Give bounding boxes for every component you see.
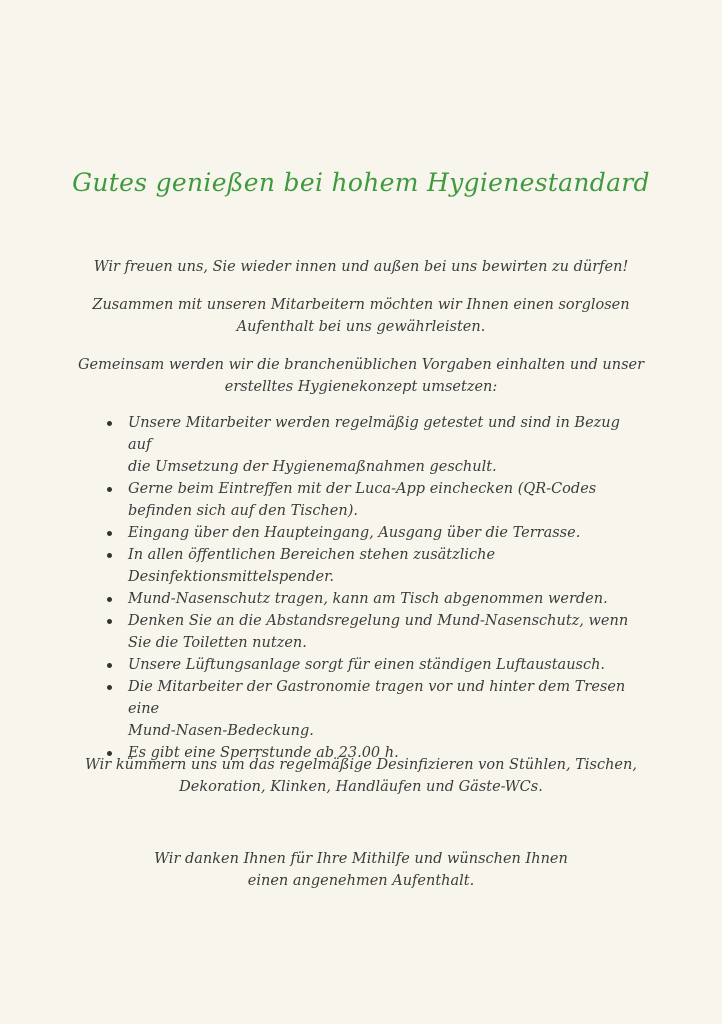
- bullet-icon: [107, 619, 112, 624]
- hygiene-measures-list: [106, 412, 646, 764]
- list-item: [106, 588, 646, 610]
- intro-text: Wir freuen uns, Sie wieder innen und außen bei uns bewirten zu dürfen!: [93, 259, 629, 275]
- list-item-line-1: Eingang über den Haupteingang, Ausgang über die Terrasse.: [128, 525, 581, 541]
- list-item-line-1: Die Mitarbeiter der Gastronomie tragen vor und hinter dem Tresen eine: [128, 679, 626, 717]
- list-item-line-1: Es gibt eine Sperrstunde ab 23.00 h.: [128, 745, 399, 761]
- bullet-icon: [107, 487, 112, 492]
- list-item-line-1: Mund-Nasenschutz tragen, kann am Tisch abgenommen werden.: [128, 591, 608, 607]
- team-line-2: Aufenthalt bei uns gewährleisten.: [236, 319, 486, 335]
- list-item: [106, 412, 646, 478]
- list-item-line-2: die Umsetzung der Hygienemaßnahmen geschult.: [128, 459, 497, 475]
- thanks-paragraph: [60, 848, 662, 892]
- intro-paragraph: [60, 256, 662, 278]
- bullet-icon: [107, 531, 112, 536]
- list-item: [106, 610, 646, 654]
- list-item: [106, 654, 646, 676]
- cleaning-line-1: Wir kümmern uns um das regelmäßige Desinfizieren von Stühlen, Tischen,: [85, 757, 637, 773]
- list-item-line-2: Mund-Nasen-Bedeckung.: [128, 723, 314, 739]
- bullet-icon: [107, 685, 112, 690]
- bullet-icon: [107, 597, 112, 602]
- team-line-1: Zusammen mit unseren Mitarbeitern möchten wir Ihnen einen sorglosen: [92, 297, 630, 313]
- cleaning-paragraph: [60, 754, 662, 798]
- concept-paragraph: [60, 354, 662, 398]
- list-item-line-2: befinden sich auf den Tischen).: [128, 503, 358, 519]
- list-item-line-1: In allen öffentlichen Bereichen stehen zusätzliche: [128, 547, 496, 563]
- thanks-line-1: Wir danken Ihnen für Ihre Mithilfe und wünschen Ihnen: [154, 851, 568, 867]
- team-paragraph: [60, 294, 662, 338]
- bullet-icon: [107, 421, 112, 426]
- list-item: [106, 478, 646, 522]
- concept-line-1: Gemeinsam werden wir die branchenüblichen Vorgaben einhalten und unser: [77, 357, 645, 373]
- bullet-icon: [107, 663, 112, 668]
- list-item-line-1: Gerne beim Eintreffen mit der Luca-App einchecken (QR-Codes: [128, 481, 597, 497]
- list-item-line-2: Sie die Toiletten nutzen.: [128, 635, 307, 651]
- list-item-line-1: Unsere Mitarbeiter werden regelmäßig getestet und sind in Bezug auf: [128, 415, 620, 453]
- page-title: Gutes genießen bei hohem Hygienestandard: [72, 168, 650, 197]
- list-item: [106, 676, 646, 742]
- cleaning-line-2: Dekoration, Klinken, Handläufen und Gäste-WCs.: [179, 779, 543, 795]
- list-item: [106, 544, 646, 588]
- list-item-line-1: Denken Sie an die Abstandsregelung und Mund-Nasenschutz, wenn: [128, 613, 629, 629]
- concept-line-2: erstelltes Hygienekonzept umsetzen:: [224, 379, 498, 395]
- list-item: [106, 522, 646, 544]
- thanks-line-2: einen angenehmen Aufenthalt.: [247, 873, 475, 889]
- list-item-line-1: Unsere Lüftungsanlage sorgt für einen ständigen Luftaustausch.: [128, 657, 606, 673]
- list-item-line-2: Desinfektionsmittelspender.: [128, 569, 335, 585]
- bullet-icon: [107, 553, 112, 558]
